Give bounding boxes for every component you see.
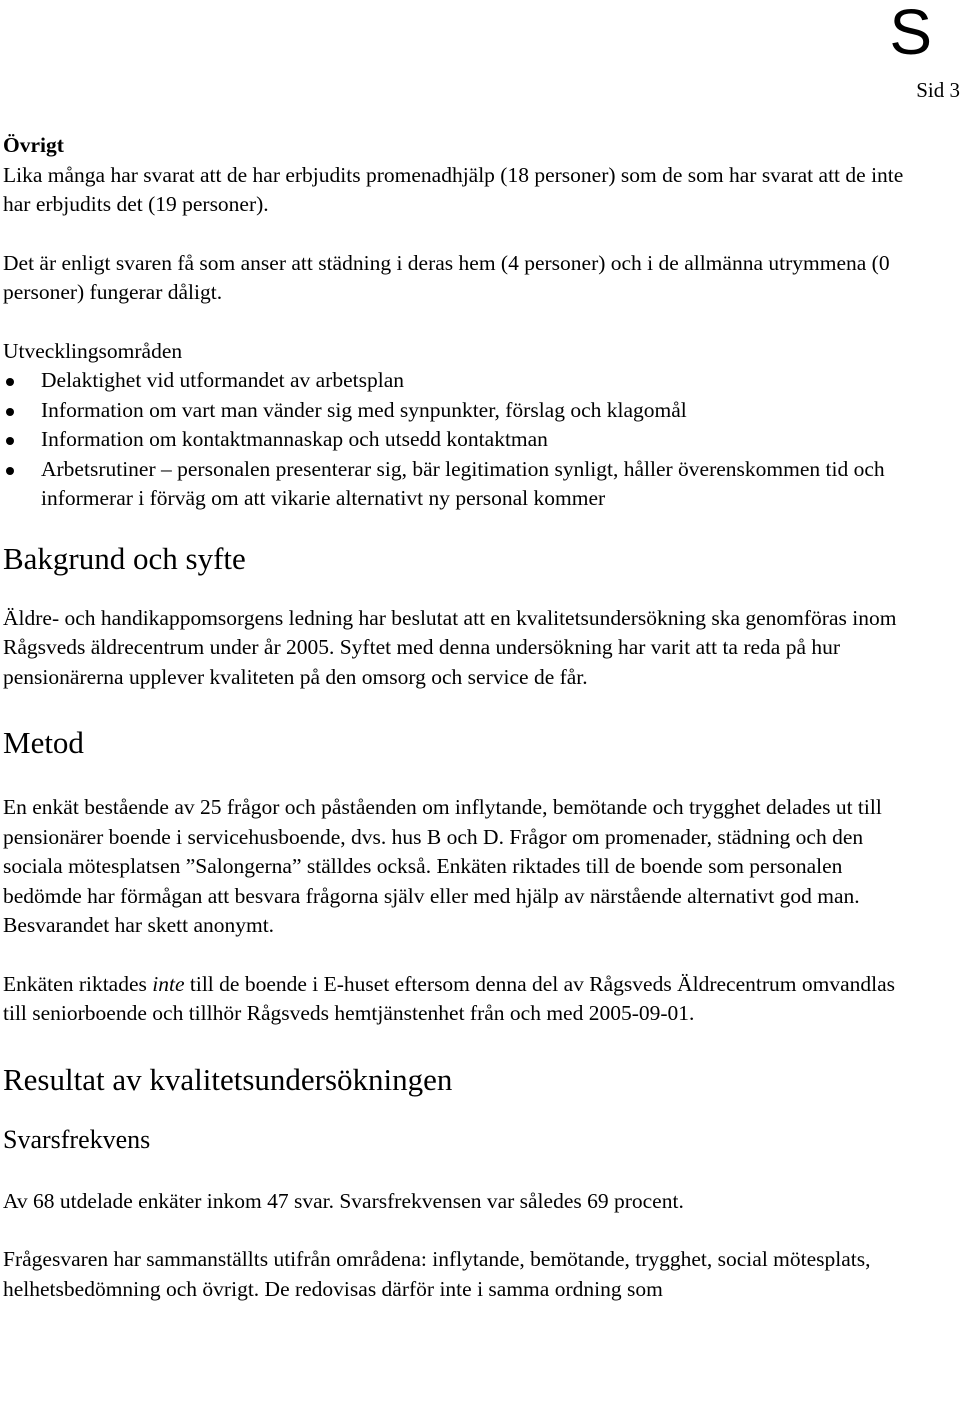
heading-utvecklingsomraden: Utvecklingsområden [3, 338, 183, 363]
list-item-text: Information om kontaktmannaskap och utsedd kontaktman [41, 427, 548, 451]
list-item-text: Information om vart man vänder sig med synpunkter, förslag och klagomål [41, 397, 687, 422]
list-item [3, 366, 923, 396]
list-item [3, 396, 923, 426]
paragraph-svarsfrekvens: Av 68 utdelade enkäter inkom 47 svar. Svarsfrekvensen var således 69 procent. [3, 1188, 684, 1213]
list-item [3, 425, 923, 455]
paragraph-sammanstallning: Frågesvaren har sammanställts utifrån områdena: inflytande, bemötande, trygghet, social mötesplats, helhetsbedömning och övrigt. De redovisas därför inte i samma ordning som [3, 1247, 871, 1301]
page-number: Sid 3 [916, 78, 960, 102]
paragraph-bakgrund: Äldre- och handikappomsorgens ledning har beslutat att en kvalitetsundersökning ska genomföras inom Rågsveds äldrecentrum under år 2005. Syftet med denna undersökning har varit att ta reda på hur pensionärerna upplever kvaliteten på den omsorg och service de får. [3, 605, 897, 689]
metod-text-after: till de boende i E-huset eftersom denna del av Rågsveds Äldrecentrum omvandlas till seniorboende och tillhör Rågsveds hemtjänstenhet från och med 2005-09-01. [3, 971, 896, 1025]
paragraph-promenadhjalp: Lika många har svarat att de har erbjudits promenadhjälp (18 personer) som de som har svarat att de inte har erbjudits det (19 personer). [3, 162, 904, 216]
paragraph-metod-ehuset [3, 970, 923, 1029]
section-utvecklingsomraden [3, 337, 923, 514]
metod-text-italic: inte [152, 971, 185, 996]
heading-metod: Metod [3, 725, 84, 760]
heading-resultat: Resultat av kvalitetsundersökningen [3, 1061, 453, 1097]
heading-ovrigt: Övrigt [3, 133, 64, 157]
bullet-icon [6, 467, 14, 475]
bullet-icon [6, 437, 14, 445]
bullet-icon [6, 408, 14, 416]
heading-svarsfrekvens: Svarsfrekvens [3, 1124, 151, 1154]
heading-bakgrund: Bakgrund och syfte [3, 540, 246, 576]
list-item-text: Delaktighet vid utformandet av arbetsplan [41, 368, 404, 392]
list-item [3, 455, 923, 514]
section-ovrigt [3, 131, 923, 308]
document-logo: S [889, 0, 932, 68]
list-item-text: Arbetsrutiner – personalen presenterar sig, bär legitimation synligt, håller överenskommen tid och informerar i förväg om att vikarie alternativt ny personal kommer [41, 456, 885, 510]
metod-text-before: Enkäten riktades [3, 971, 153, 996]
document-body [3, 131, 923, 1304]
improvement-list [3, 366, 923, 514]
paragraph-stadning: Det är enligt svaren få som anser att städning i deras hem (4 personer) och i de allmänna utrymmena (0 personer) fungerar dåligt. [3, 250, 890, 304]
paragraph-metod-enkat: En enkät bestående av 25 frågor och påståenden om inflytande, bemötande och trygghet delades ut till pensionärer boende i servicehusboende, dvs. hus B och D. Frågor om promenader, städning och den sociala mötesplatsen ”Salongerna” ställdes också. Enkäten riktades till de boende som personalen bedömde har förmågan att besvara frågorna själv eller med hjälp av närstående alternativt god man. Besvarandet har skett anonymt. [3, 795, 882, 937]
section-resultat [3, 1062, 923, 1305]
section-bakgrund [3, 541, 923, 693]
bullet-icon [6, 378, 14, 386]
section-metod [3, 725, 923, 1029]
